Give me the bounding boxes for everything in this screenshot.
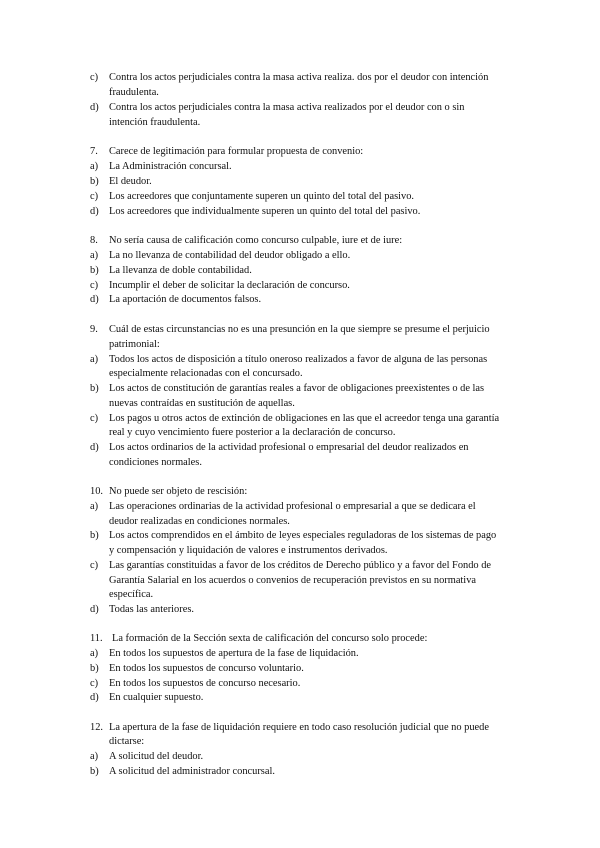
option-text: En cualquier supuesto.: [109, 692, 204, 703]
option-text: específica.: [109, 589, 154, 600]
option-label: a): [90, 161, 99, 172]
option-label: a): [90, 354, 99, 365]
option-text: Las operaciones ordinarias de la actividad profesional o empresarial a que se dedicara el: [109, 501, 476, 512]
question-number: 12.: [90, 722, 103, 733]
option-label: c): [90, 678, 99, 689]
option-text: Los acreedores que individualmente superen un quinto del total del pasivo.: [109, 206, 421, 217]
question-number: 8.: [90, 235, 98, 246]
option-text: El deudor.: [109, 176, 152, 187]
option-label: b): [90, 766, 99, 777]
option-text: deudor realizadas en condiciones normales.: [109, 516, 290, 527]
question-number: 9.: [90, 324, 98, 335]
option-text: intención fraudulenta.: [109, 117, 201, 128]
option-text: real y cuyo vencimiento fuere posterior a la declaración de concurso.: [109, 427, 396, 438]
option-text: Incumplir el deber de solicitar la declaración de concurso.: [109, 280, 350, 291]
option-text: Contra los actos perjudiciales contra la masa activa realizados por el deudor con o sin: [109, 102, 465, 113]
option-text: fraudulenta.: [109, 87, 159, 98]
option-text: En todos los supuestos de concurso voluntario.: [109, 663, 304, 674]
option-text: A solicitud del administrador concursal.: [109, 766, 275, 777]
option-label: d): [90, 692, 99, 703]
option-label: b): [90, 383, 99, 394]
option-label: a): [90, 648, 99, 659]
question-number: 7.: [90, 146, 98, 157]
option-text: Los actos comprendidos en el ámbito de leyes especiales reguladoras de los sistemas de pago: [109, 530, 497, 541]
option-text: Los acreedores que conjuntamente superen un quinto del total del pasivo.: [109, 191, 414, 202]
question-text: La formación de la Sección sexta de calificación del concurso solo procede:: [112, 633, 428, 644]
question-text: No puede ser objeto de rescisión:: [109, 486, 248, 497]
option-text: Los pagos u otros actos de extinción de obligaciones en las que el acreedor tenga una garantía: [109, 413, 500, 424]
option-label: d): [90, 294, 99, 305]
option-text: La aportación de documentos falsos.: [109, 294, 262, 305]
question-number: 10.: [90, 486, 103, 497]
option-label: c): [90, 280, 99, 291]
question-text: La apertura de la fase de liquidación requiere en todo caso resolución judicial que no puede: [109, 722, 489, 733]
question-text: dictarse:: [109, 736, 145, 747]
option-text: La no llevanza de contabilidad del deudor obligado a ello.: [109, 250, 351, 261]
option-label: d): [90, 206, 99, 217]
option-label: b): [90, 663, 99, 674]
option-text: y compensación y liquidación de valores e instrumentos derivados.: [109, 545, 388, 556]
option-label: c): [90, 560, 99, 571]
option-text: En todos los supuestos de concurso necesario.: [109, 678, 301, 689]
option-label: d): [90, 604, 99, 615]
option-label: b): [90, 530, 99, 541]
option-text: A solicitud del deudor.: [109, 751, 204, 762]
option-text: La Administración concursal.: [109, 161, 232, 172]
option-text: En todos los supuestos de apertura de la fase de liquidación.: [109, 648, 359, 659]
option-label: b): [90, 176, 99, 187]
option-text: Garantía Salarial en los acuerdos o convenios de recuperación previstos en su normativa: [109, 575, 477, 586]
option-text: Las garantías constituidas a favor de los créditos de Derecho público y a favor del Fondo de: [109, 560, 492, 571]
option-text: Los actos de constitución de garantías reales a favor de obligaciones preexistentes o de las: [109, 383, 485, 394]
option-label: b): [90, 265, 99, 276]
question-number: 11.: [90, 633, 103, 644]
option-label: a): [90, 751, 99, 762]
option-text: nuevas contraídas en sustitución de aquellas.: [109, 398, 295, 409]
question-text: patrimonial:: [109, 339, 160, 350]
option-text: Los actos ordinarios de la actividad profesional o empresarial del deudor realizados en: [109, 442, 469, 453]
question-text: Carece de legitimación para formular propuesta de convenio:: [109, 146, 364, 157]
option-label: a): [90, 501, 99, 512]
option-text: especialmente relacionadas con el concursado.: [109, 368, 303, 379]
question-text: Cuál de estas circunstancias no es una presunción en la que siempre se presume el perjuicio: [109, 324, 490, 335]
option-text: Todos los actos de disposición a título oneroso realizados a favor de alguna de las personas: [109, 354, 488, 365]
option-label: a): [90, 250, 99, 261]
option-label: c): [90, 191, 99, 202]
option-text: La llevanza de doble contabilidad.: [109, 265, 252, 276]
option-label: c): [90, 72, 99, 83]
option-text: Contra los actos perjudiciales contra la masa activa realiza. dos por el deudor con intención: [109, 72, 489, 83]
option-label: d): [90, 102, 99, 113]
question-text: No sería causa de calificación como concurso culpable, iure et de iure:: [109, 235, 403, 246]
option-label: d): [90, 442, 99, 453]
option-label: c): [90, 413, 99, 424]
option-text: condiciones normales.: [109, 457, 202, 468]
option-text: Todas las anteriores.: [109, 604, 194, 615]
